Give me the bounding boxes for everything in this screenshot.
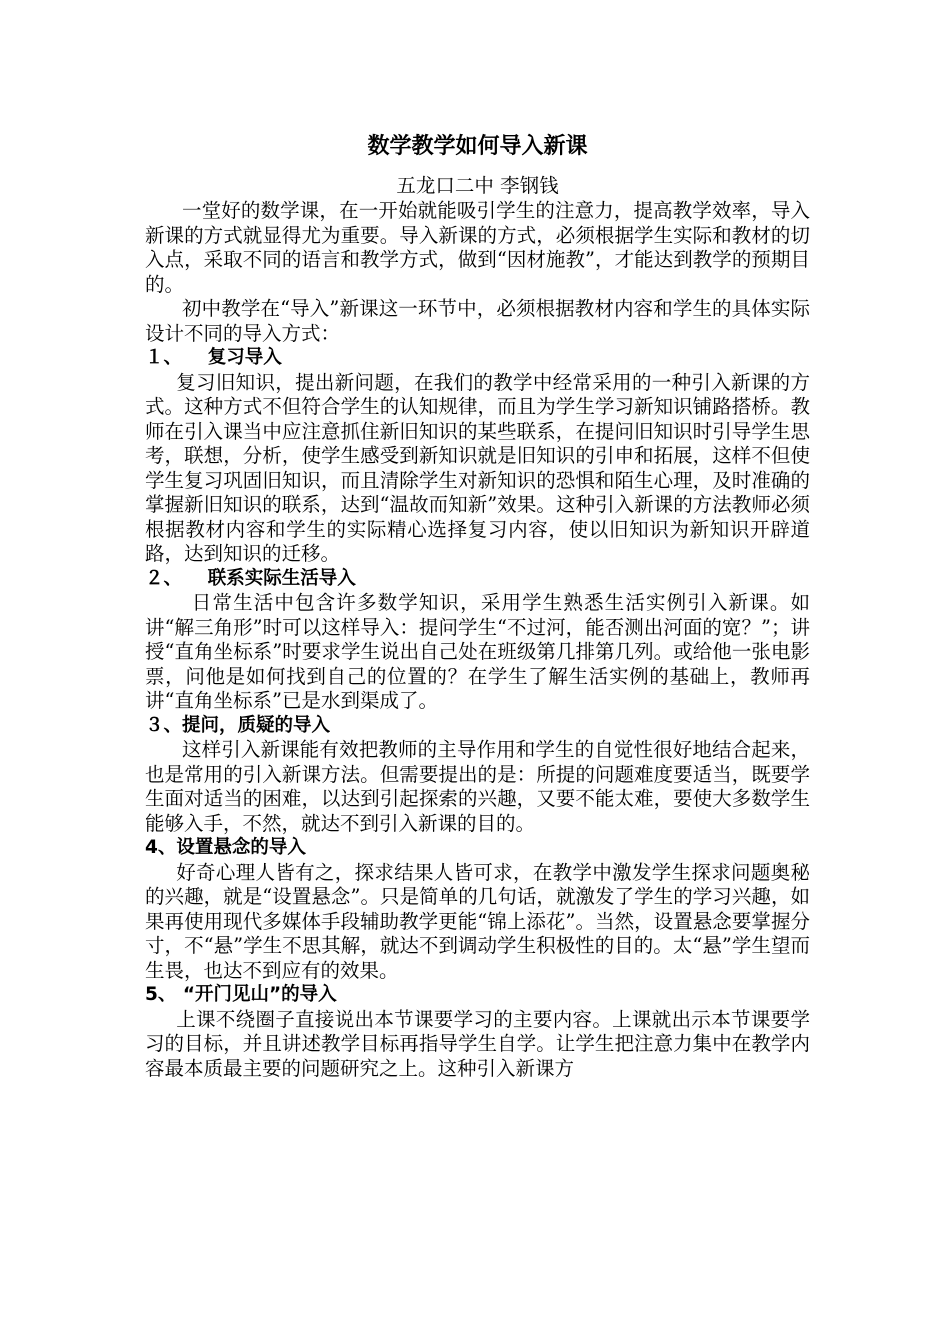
section-heading-4: 4、设置悬念的导入 bbox=[145, 837, 306, 858]
author-line: 五龙口二中 李钢钱 bbox=[396, 174, 559, 197]
section-text-1: 复习旧知识，提出新问题，在我们的教学中经常采用的一种引入新课的方式。这种方式不但符合学生的认知规律，而且为学生学习新知识铺路搭桥。教师在引入课当中应注意抓住新旧知识的某些联系，在提问旧知识时引导学生思考，联想，分析，使学生感受到新知识就是旧知识的引申和拓展，这样不但使学生复习巩固旧知识，而且清除学生对新知识的恐惧和陌生心理，及时准确的掌握新旧知识的联系，达到“温故而知新”效果。这种引入新课的方法教师必须根据教材内容和学生的实际精心选择复习内容，使以旧知识为新知识开辟道路，达到知识的迁移。 bbox=[145, 370, 810, 565]
document-title: 数学教学如何导入新课 bbox=[367, 134, 588, 159]
section-heading-2: ２、 联系实际生活导入 bbox=[145, 567, 356, 589]
intro-paragraph-2: 初中教学在“导入”新课这一环节中，必须根据教材内容和学生的具体实际设计不同的导入方式： bbox=[145, 297, 810, 345]
section-text-4: 好奇心理人皆有之，探求结果人皆可求，在教学中激发学生探求问题奥秘的兴趣，就是“设置悬念”。只是简单的几句话，就激发了学生的学习兴趣，如果再使用现代多媒体手段辅助教学更能“锦上添花”。当然，设置悬念要掌握分寸，不“悬”学生不思其解，就达不到调动学生积极性的目的。太“悬”学生望而生畏，也达不到应有的效果。 bbox=[145, 860, 810, 982]
section-text-3: 这样引入新课能有效把教师的主导作用和学生的自觉性很好地结合起来，也是常用的引入新课方法。但需要提出的是：所提的问题难度要适当，既要学生面对适当的困难，以达到引起探索的兴趣，又要不能太难，要使大多数学生能够入手，不然，就达不到引入新课的目的。 bbox=[145, 738, 810, 835]
section-heading-5: 5、 “开门见山”的导入 bbox=[145, 984, 337, 1005]
section-heading-3: ３、提问，质疑的导入 bbox=[145, 714, 331, 736]
section-heading-1: １、 复习导入 bbox=[145, 347, 282, 368]
section-text-5: 上课不绕圈子直接说出本节课要学习的主要内容。上课就出示本节课要学习的目标，并且讲述教学目标再指导学生自学。让学生把注意力集中在教学内容最本质最主要的问题研究之上。这种引入新课方 bbox=[145, 1007, 810, 1080]
document-body bbox=[145, 199, 810, 1081]
intro-paragraph-1: 一堂好的数学课，在一开始就能吸引学生的注意力，提高教学效率，导入新课的方式就显得尤为重要。导入新课的方式，必须根据学生实际和教材的切入点，采取不同的语言和教学方式，做到“因材施教”，才能达到教学的预期目的。 bbox=[145, 199, 810, 296]
section-text-2: 日常生活中包含许多数学知识，采用学生熟悉生活实例引入新课。如讲“解三角形”时可以这样导入：提问学生“不过河，能否测出河面的宽？”；讲授“直角坐标系”时要求学生说出自己处在班级第几排第几列。或给他一张电影票，问他是如何找到自己的位置的？在学生了解生活实例的基础上，教师再讲“直角坐标系”已是水到渠成了。 bbox=[145, 591, 810, 712]
